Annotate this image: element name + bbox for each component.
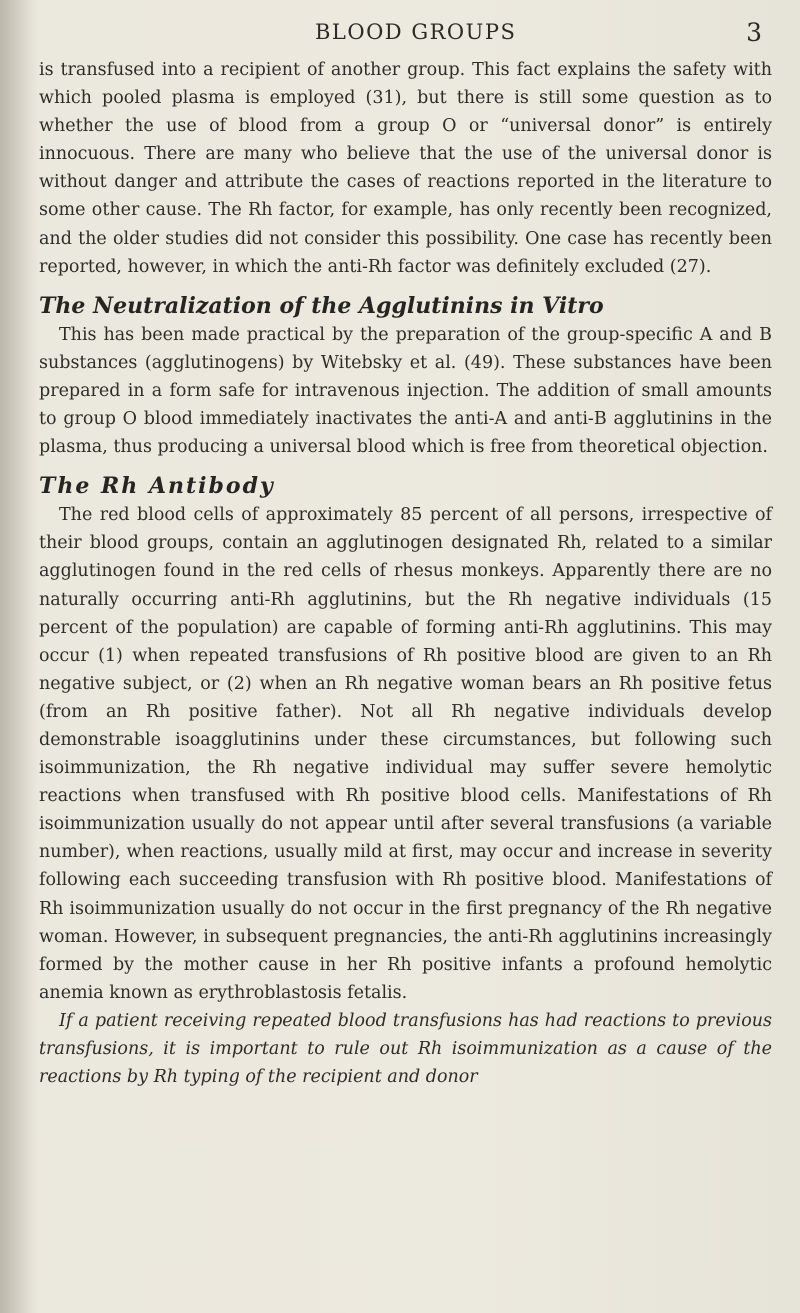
running-title: BLOOD GROUPS [315, 20, 517, 44]
section-heading-rh-antibody: The Rh Antibody [39, 473, 275, 500]
neutralization-paragraph: This has been made practical by the preparation of the group-specific A and B substances (agglutinogens) by Witebsky et al. (49). These substances have been prepared in a form safe for intravenous injection. The addition of small amounts to group O blood immediately inactivates the anti-A and anti-B agglutinins in the plasma, thus producing a universal blood which is free from theoretical objection. [39, 324, 772, 458]
intro-paragraph: is transfused into a recipient of another group. This fact explains the safety with which pooled plasma is employed (31), but there is still some question as to whether the use of blood from a group O or “universal donor” is entirely innocuous. There are many who believe that the use of the universal donor is without danger and attribute the cases of reactions reported in the literature to some other cause. The Rh factor, for example, has only recently been recognized, and the older studies did not consider this possibility. One case has recently been reported, however, in which the anti-Rh factor was definitely excluded (27). [39, 60, 772, 277]
rh-typing-italic-paragraph: If a patient receiving repeated blood transfusions has had reactions to previous transfusions, it is important to rule out Rh isoimmunization as a cause of the reactions by Rh typing of the recipient and donor [39, 1010, 772, 1088]
rh-antibody-paragraph: The red blood cells of approximately 85 percent of all persons, irrespective of their blood groups, contain an agglutinogen designated Rh, related to a similar agglutinogen found in the red cells of rhesus monkeys. Apparently there are no naturally occurring anti-Rh agglutinins, but the Rh negative individuals (15 percent of the population) are capable of forming anti-Rh agglutinins. This may occur (1) when repeated transfusions of Rh positive blood are given to an Rh negative subject, or (2) when an Rh negative woman bears an Rh positive fetus (from an Rh positive father). Not all Rh negative individuals develop demonstrable isoagglutinins under these circumstances, but following such isoimmunization, the Rh negative individual may suffer severe hemolytic reactions when transfused with Rh positive blood cells. Manifestations of Rh isoimmunization usually do not appear until after several transfusions (a variable number), when reactions, usually mild at first, may occur and increase in severity following each succeeding transfusion with Rh positive blood. Manifestations of Rh isoimmunization usually do not occur in the first pregnancy of the Rh negative woman. However, in subsequent pregnancies, the anti-Rh agglutinins increasingly formed by the mother cause in her Rh positive infants a profound hemolytic anemia known as erythroblastosis fetalis. [39, 505, 772, 1003]
page-number: 3 [746, 18, 762, 47]
section-heading-neutralization: The Neutralization of the Agglutinins in Vitro [39, 292, 604, 319]
text-block [39, 56, 772, 1091]
spine-shadow [0, 0, 38, 1313]
running-head [0, 14, 800, 47]
